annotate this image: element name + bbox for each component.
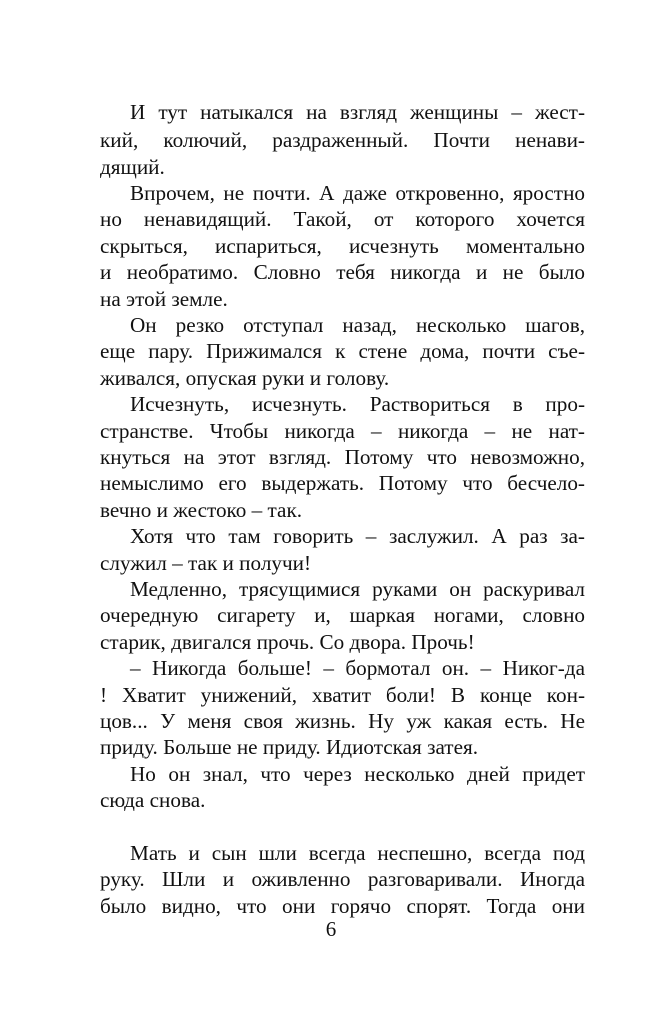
text-line: ! Хватит унижений, хватит боли! В конце кон- [100, 683, 585, 707]
text-line: было видно, что они горячо спорят. Тогда они [100, 894, 585, 918]
text-line: кнуться на этот взгляд. Потому что невозможно, [100, 445, 585, 469]
text-line: вечно и жестоко – так. [100, 498, 303, 522]
text-line: – Никогда больше! – бормотал он. – Никог-да [130, 656, 585, 680]
text-line: Впрочем, не почти. А даже откровенно, яростно [130, 181, 585, 205]
text-line: и необратимо. Словно тебя никогда и не было [100, 260, 585, 284]
text-line: дящий. [100, 155, 165, 179]
text-line: Медленно, трясущимися руками он раскуривал [130, 577, 585, 601]
page-number: 6 [325, 917, 337, 941]
text-line: И тут натыкался на взгляд женщины – жест- [130, 100, 585, 124]
text-line: очередную сигарету и, шаркая ногами, словно [100, 603, 585, 627]
text-line: Он резко отступал назад, несколько шагов, [130, 313, 585, 337]
text-line: цов... У меня своя жизнь. Ну уж какая есть. Не [100, 709, 585, 733]
text-line: но ненавидящий. Такой, от которого хочется [100, 207, 585, 231]
text-line: Хотя что там говорить – заслужил. А раз за- [130, 524, 585, 548]
text-line: приду. Больше не приду. Идиотская затея. [100, 735, 479, 759]
text-line: служил – так и получи! [100, 551, 312, 575]
text-line: живался, опуская руки и голову. [100, 366, 390, 390]
text-line: странстве. Чтобы никогда – никогда – не нат- [100, 419, 585, 443]
text-line: руку. Шли и оживленно разговаривали. Иногда [100, 867, 585, 891]
text-line: Но он знал, что через несколько дней придет [130, 762, 585, 786]
text-line: сюда снова. [100, 788, 206, 812]
text-line: на этой земле. [100, 287, 228, 311]
text-line: скрыться, испариться, исчезнуть моментально [100, 234, 585, 258]
text-line: Исчезнуть, исчезнуть. Раствориться в про- [130, 392, 585, 416]
text-line: еще пару. Прижимался к стене дома, почти съе- [100, 339, 585, 363]
text-line: немыслимо его выдержать. Потому что бесчело- [100, 471, 585, 495]
text-line: Мать и сын шли всегда неспешно, всегда под [130, 841, 585, 865]
text-line: старик, двигался прочь. Со двора. Прочь! [100, 630, 475, 654]
text-line: кий, колючий, раздраженный. Почти ненави- [100, 128, 585, 152]
